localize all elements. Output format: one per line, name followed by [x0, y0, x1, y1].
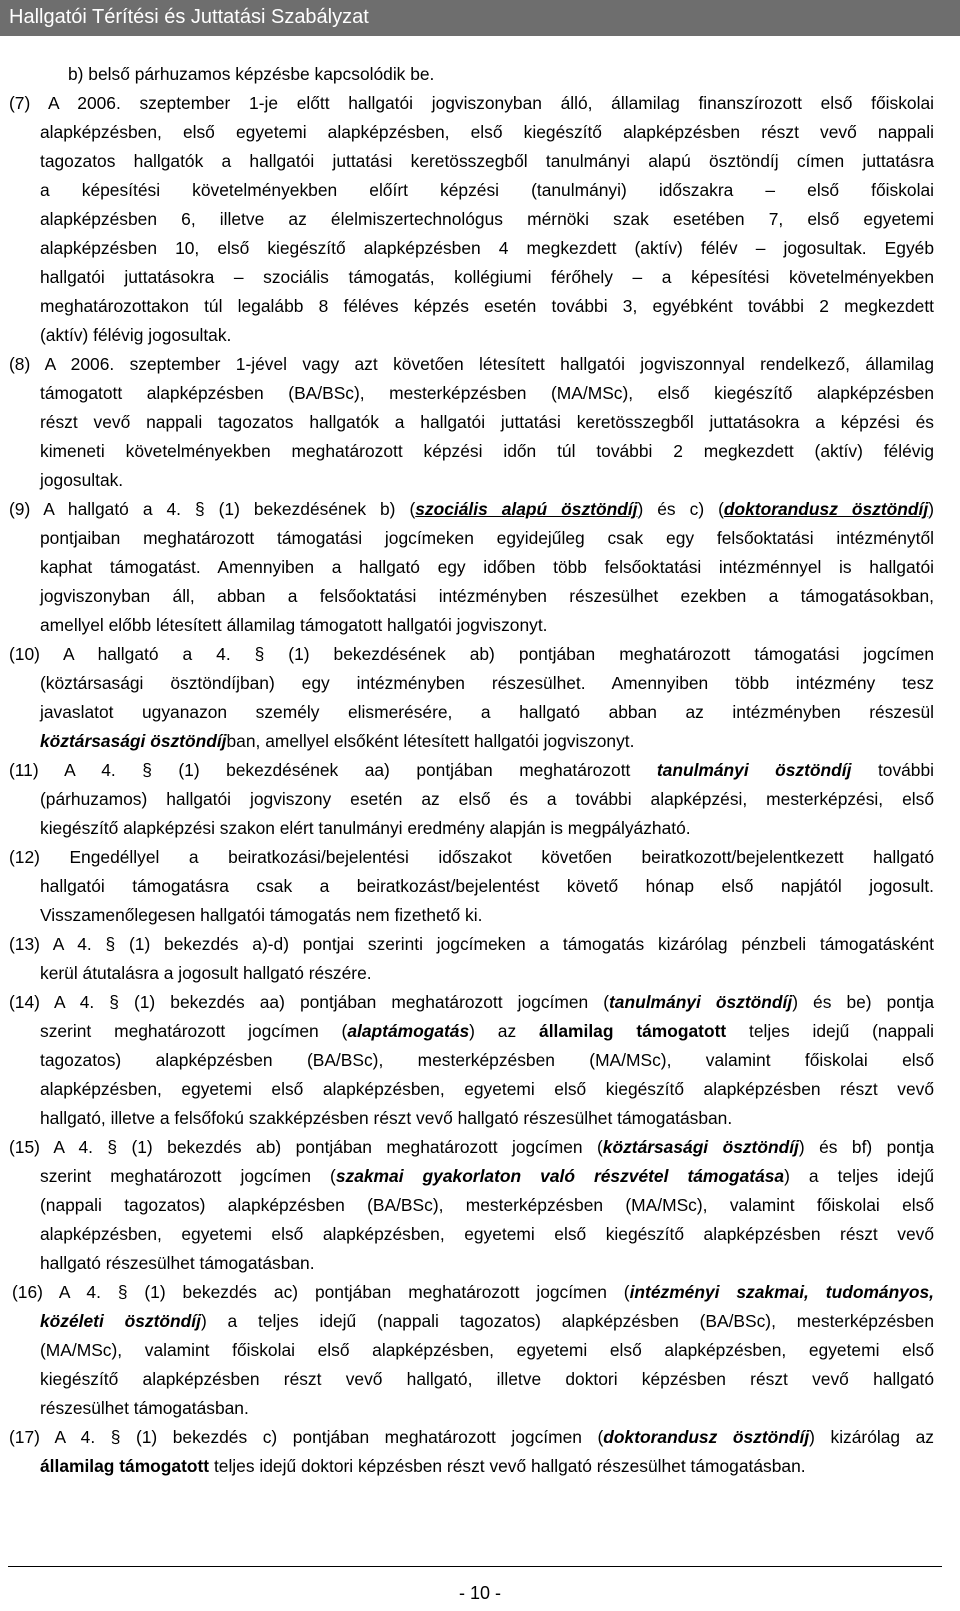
- text-line: [40, 1162, 934, 1190]
- text-run: ) és c) (: [637, 499, 724, 519]
- text-run: (11) A 4. § (1) bekezdésének aa) pontjában meghatározott: [9, 760, 631, 780]
- paragraph-17: [9, 1423, 934, 1451]
- text-run: teljes idejű (nappali: [726, 1021, 935, 1041]
- paragraph-7: (7) A 2006. szeptember 1-je előtt hallgatói jogviszonyban álló, államilag finanszírozott első főiskolai: [9, 93, 934, 113]
- text-line: alapképzésben 10, első kiegészítő alapképzésben 4 megkezdett (aktív) félév – jogosultak. Egyéb: [40, 238, 934, 258]
- footer-divider: [8, 1566, 942, 1567]
- text-run: ) a teljes idejű (nappali tagozatos) alapképzésben (BA/BSc), mesterképzésben: [200, 1311, 935, 1331]
- text-run: (14) A 4. § (1) bekezdés aa) pontjában meghatározott jogcímen (: [9, 992, 610, 1012]
- text-line: [40, 1017, 934, 1045]
- emphasis-term: szociális alapú ösztöndíj: [415, 499, 638, 519]
- emphasis-term: köztársasági ösztöndíj: [602, 1137, 799, 1157]
- text-line: alapképzésben, első egyetemi alapképzésben, első kiegészítő alapképzésben részt vevő nappali: [40, 122, 934, 142]
- text-line: kaphat támogatást. Amennyiben a hallgató egy időben több felsőoktatási intézménnyel is hallgatói: [40, 557, 934, 577]
- document-title: Hallgatói Térítési és Juttatási Szabályzat: [9, 6, 369, 28]
- text-line: (párhuzamos) hallgatói jogviszony esetén az első és a további alapképzési, mesterképzési, első: [40, 789, 934, 809]
- paragraph-10: (10) A hallgató a 4. § (1) bekezdésének ab) pontjában meghatározott támogatási jogcímen: [9, 644, 934, 664]
- text-line: amellyel előbb létesített államilag támogatott hallgatói jogviszonyt.: [40, 615, 548, 635]
- text-run: (16) A 4. § (1) bekezdés ac) pontjában meghatározott jogcímen (: [12, 1282, 630, 1302]
- text-line: hallgatói juttatásokra – szociális támogatás, kollégiumi férőhely – a képesítési követelményekben: [40, 267, 934, 287]
- text-line: (MA/MSc), valamint főiskolai első alapképzésben, egyetemi első alapképzésben, egyetemi első: [40, 1340, 934, 1360]
- text-line: (nappali tagozatos) alapképzésben (BA/BSc), mesterképzésben (MA/MSc), valamint főiskolai első: [40, 1195, 934, 1215]
- emphasis-term: államilag támogatott: [40, 1456, 210, 1476]
- text-run: ) kizárólag az: [809, 1427, 935, 1447]
- text-line: alapképzésben 6, illetve az élelmiszertechnológus mérnöki szak esetében 7, első egyetemi: [40, 209, 934, 229]
- text-run: ban, amellyel elsőként létesített hallgatói jogviszonyt.: [226, 731, 635, 751]
- emphasis-term: tanulmányi ösztöndíj: [609, 992, 793, 1012]
- text-line: részt vevő nappali tagozatos hallgatók a hallgatói juttatási keretösszegből juttatásokra a képzési és: [40, 412, 934, 432]
- emphasis-term: közéleti ösztöndíj: [40, 1311, 201, 1331]
- text-line: kerül átutalásra a jogosult hallgató részére.: [40, 963, 372, 983]
- text-line: b) belső párhuzamos képzésbe kapcsolódik be.: [68, 64, 435, 84]
- text-line: (aktív) félévig jogosultak.: [40, 325, 232, 345]
- text-line: javaslatot ugyanazon személy elismerésére, a hallgató abban az intézményben részesül: [40, 702, 934, 722]
- emphasis-term: doktorandusz ösztöndíj: [723, 499, 929, 519]
- emphasis-term: tanulmányi ösztöndíj: [656, 760, 852, 780]
- text-line: hallgató, illetve a felsőfokú szakképzésben részt vevő hallgató részesülhet támogatásban.: [40, 1108, 733, 1128]
- text-line: támogatott alapképzésben (BA/BSc), mesterképzésben (MA/MSc), első kiegészítő alapképzésben: [40, 383, 934, 403]
- emphasis-term: államilag támogatott: [539, 1021, 727, 1041]
- text-line: pontjaiban meghatározott támogatási jogcímeken egyidejűleg csak egy felsőoktatási intézménytől: [40, 528, 934, 548]
- emphasis-term: alaptámogatás: [347, 1021, 470, 1041]
- emphasis-term: doktorandusz ösztöndíj: [603, 1427, 810, 1447]
- text-line: alapképzésben, egyetemi első alapképzésben, egyetemi első kiegészítő alapképzésben részt vevő: [40, 1079, 934, 1099]
- text-line: a képesítési követelményekben előírt képzési (tanulmányi) időszakra – első főiskolai: [40, 180, 934, 200]
- text-line: tagozatos hallgatók a hallgatói juttatási keretösszegből tanulmányi alapú ösztöndíj címen juttatásra: [40, 151, 934, 171]
- text-run: szerint meghatározott jogcímen (: [40, 1021, 348, 1041]
- page-number: - 10 -: [458, 1583, 501, 1603]
- paragraph-11: [9, 756, 934, 784]
- text-run: (9) A hallgató a 4. § (1) bekezdésének b) (: [9, 499, 416, 519]
- page-footer: [0, 1566, 960, 1611]
- emphasis-term: köztársasági ösztöndíj: [40, 731, 227, 751]
- text-run: ): [928, 499, 934, 519]
- text-line: [40, 1307, 934, 1335]
- text-line: jogosultak.: [40, 470, 124, 490]
- text-run: ) az: [469, 1021, 540, 1041]
- text-line: kiegészítő alapképzési szakon elért tanulmányi eredmény alapján is megpályázható.: [40, 818, 691, 838]
- text-line: (köztársasági ösztöndíjban) egy intézményben részesülhet. Amennyiben több intézmény tesz: [40, 673, 934, 693]
- text-line: tagozatos) alapképzésben (BA/BSc), mesterképzésben (MA/MSc), valamint főiskolai első: [40, 1050, 934, 1070]
- text-line: meghatározottakon túl legalább 8 féléves képzés esetén további 3, egyébként további 2 megkezdett: [40, 296, 934, 316]
- text-run: szerint meghatározott jogcímen (: [40, 1166, 336, 1186]
- text-run: teljes idejű doktori képzésben részt vevő hallgató részesülhet támogatásban.: [209, 1456, 806, 1476]
- paragraph-12: (12) Engedéllyel a beiratkozási/bejelentési időszakot követően beiratkozott/bejelentkezett hallgató: [9, 847, 934, 867]
- paragraph-8: (8) A 2006. szeptember 1-jével vagy azt követően létesített hallgatói jogviszonnyal rendelkező, államilag: [9, 354, 934, 374]
- emphasis-term: szakmai gyakorlaton való részvétel támogatása: [335, 1166, 785, 1186]
- text-line: Visszamenőlegesen hallgatói támogatás nem fizethető ki.: [40, 905, 483, 925]
- text-line: [40, 727, 634, 755]
- emphasis-term: intézményi szakmai, tudományos,: [629, 1282, 934, 1302]
- text-run: ) és be) pontja: [792, 992, 935, 1012]
- paragraph-15: [9, 1133, 934, 1161]
- text-run: ) és bf) pontja: [798, 1137, 934, 1157]
- text-line: hallgató részesülhet támogatásban.: [40, 1253, 315, 1273]
- text-run: (17) A 4. § (1) bekezdés c) pontjában meghatározott jogcímen (: [9, 1427, 604, 1447]
- text-line: kiegészítő alapképzésben részt vevő hallgató, illetve doktori képzésben részt vevő hallgató: [40, 1369, 934, 1389]
- paragraph-9: [9, 495, 934, 523]
- paragraph-14: [9, 988, 934, 1016]
- paragraph-13: (13) A 4. § (1) bekezdés a)-d) pontjai szerinti jogcímeken a támogatás kizárólag pénzbeli támogatásként: [9, 934, 934, 954]
- text-line: jogviszonyban áll, abban a felsőoktatási intézményben részesülhet ezekben a támogatásokban,: [40, 586, 934, 606]
- text-line: alapképzésben, egyetemi első alapképzésben, egyetemi első kiegészítő alapképzésben részt vevő: [40, 1224, 934, 1244]
- paragraph-16: [12, 1278, 934, 1306]
- text-run: (15) A 4. § (1) bekezdés ab) pontjában meghatározott jogcímen (: [9, 1137, 603, 1157]
- document-header: [0, 0, 960, 36]
- text-run: ) a teljes idejű: [784, 1166, 934, 1186]
- text-line: részesülhet támogatásban.: [40, 1398, 249, 1418]
- text-line: [40, 1452, 806, 1480]
- text-line: hallgatói támogatásra csak a beiratkozást/bejelentést követő hónap első napjától jogosult.: [40, 876, 934, 896]
- text-run: további: [877, 760, 935, 780]
- text-line: kimeneti követelményekben meghatározott képzési időn túl további 2 megkezdett (aktív) félévig: [40, 441, 934, 461]
